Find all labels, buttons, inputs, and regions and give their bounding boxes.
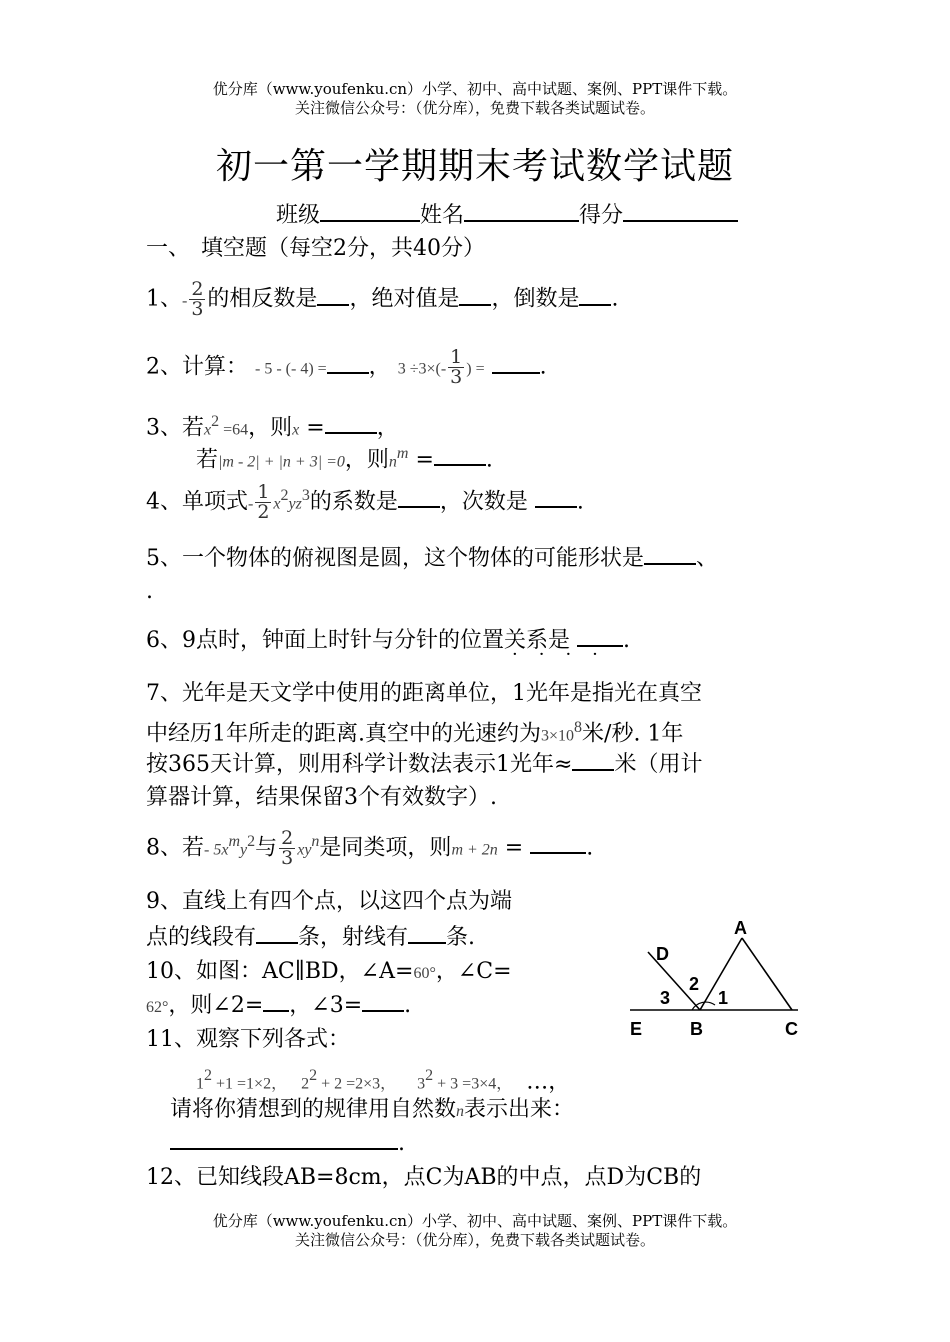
q1-blank-1[interactable] [317,284,349,306]
q4-exp-2: 2 [280,487,289,504]
question-7-line-1: 7、光年是天文学中使用的距离单位，1光年是指光在真空 [146,681,702,706]
q2-expression-2a: 3 ÷3×(- [397,360,447,378]
q4-blank-2[interactable] [535,486,577,508]
q10-text-d: ，∠3= [289,993,363,1018]
q1-end: . [611,286,619,312]
q11-formula-3: + 3 =3×4， [433,1075,513,1093]
q7-exponent: 8 [574,719,583,736]
score-label: 得分 [579,203,624,228]
question-9-line-2 [146,922,475,952]
question-7-line-4: 算器计算，结果保留3个有效数字）. [146,785,497,810]
q3-abs-expression: |m - 2| + |n + 3| =0 [218,453,345,471]
q11-end: . [398,1131,405,1156]
q5-comma: 、 [696,546,719,571]
question-5-end: . [146,579,153,604]
q5-blank-1[interactable] [644,543,696,565]
q8-fraction [279,826,295,869]
q9-text-a: 点的线段有 [146,925,257,950]
q7-blank[interactable] [572,749,614,771]
q11-formula-3-base: 3 [417,1075,426,1093]
question-2 [146,348,547,387]
q3-blank-1[interactable] [325,412,377,434]
question-3-line-2 [196,440,493,476]
q6-end: . [623,628,630,653]
q11-var-n: n [456,1103,465,1120]
q2-end: . [539,354,547,380]
question-8 [146,828,593,868]
q4-end: . [576,489,584,515]
q3-comma: ， [376,415,399,441]
q8-term-1: - 5x [204,841,229,859]
q11-formula-1: +1 =1×2， [212,1075,288,1093]
class-label: 班级 [276,203,321,228]
q10-blank-1[interactable] [263,990,289,1012]
q3-exponent: 2 [211,413,220,430]
q2-label: 2、计算： [146,354,248,380]
q7-text-c: 按365天计算，则用科学计数法表示1光年≈ [146,752,573,777]
q4-minus: - [248,495,254,513]
q3-var-n: n [388,453,397,471]
label-angle-2: 2 [689,974,700,994]
label-angle-3: 3 [660,988,671,1008]
q10-blank-2[interactable] [362,990,404,1012]
question-7-line-2 [146,714,683,750]
q4-text-b: ，次数是 [439,489,535,515]
q10-angle-a: 60° [413,965,436,982]
q6-text: 6、9点时，钟面上时针与分针的位置关系是 [146,628,577,653]
q11-formula-3-exp: 2 [425,1067,434,1084]
q11-formula-2: + 2 =2×3， [317,1075,397,1093]
q5-text: 5、一个物体的俯视图是圆，这个物体的可能形状是 [146,546,644,571]
q8-if: 8、若 [146,835,204,861]
q9-text-c: 条. [446,925,476,950]
geometry-figure [620,912,815,1047]
score-blank[interactable] [623,200,738,222]
footer-line-1: 优分库（www.youfenku.cn）小学、初中、高中试题、案例、PPT课件下载。 [212,1212,738,1230]
header-line-1: 优分库（www.youfenku.cn）小学、初中、高中试题、案例、PPT课件下载。 [212,80,738,98]
q3-if: 3、若 [146,415,204,441]
question-3-line-1 [146,408,399,444]
q2-comma: ， [368,354,391,380]
q4-blank-1[interactable] [398,486,440,508]
q1-fraction [189,280,205,319]
q11-formula-2-base: 2 [301,1075,310,1093]
q4-fraction [255,480,271,523]
question-11-prompt [170,1096,574,1126]
q2-expression-2b: ) = [466,360,485,378]
q8-equals: = [497,835,524,861]
question-11-formulas [196,1062,570,1098]
q10-end: . [404,993,412,1018]
q8-var-y: y [240,841,248,859]
q4-exp-3: 3 [301,487,310,504]
q7-text-d: 米（用计 [614,752,703,777]
q10-text-b: ，∠C= [435,959,512,984]
q10-angle-c: 62° [146,999,169,1016]
q2-blank-1[interactable] [327,352,369,374]
q11-text-a: 请将你猜想到的规律用自然数 [170,1097,457,1122]
class-blank[interactable] [320,200,420,222]
q4-denominator: 2 [257,500,270,523]
q4-label: 4、单项式 [146,489,248,515]
question-11-answer [170,1128,405,1158]
q11-formula-2-exp: 2 [309,1067,318,1084]
q3-if-2: 若 [196,447,219,473]
q6-emphasis-dots: ···· [512,644,619,665]
q1-blank-3[interactable] [579,284,611,306]
question-10-line-2 [146,990,411,1022]
q11-formula-1-base: 1 [196,1075,204,1093]
q1-text-c: ，倒数是 [491,286,580,312]
q4-text-a: 的系数是 [309,489,398,515]
q8-exp-m: m [228,833,240,850]
q2-numerator: 1 [450,346,463,368]
q11-text-b: 表示出来： [464,1097,575,1122]
header-line-2: 关注微信公众号：（优分库），免费下载各类试题试卷。 [294,99,655,117]
q8-exp-n: n [311,833,320,850]
question-12: 12、已知线段AB=8cm，点C为AB的中点，点D为CB的 [146,1165,702,1190]
footer-line-2: 关注微信公众号：（优分库），免费下载各类试题试卷。 [294,1231,655,1249]
q2-blank-2[interactable] [492,352,540,374]
q4-numerator: 1 [257,480,270,503]
q10-text-c: ，则∠2= [168,993,264,1018]
student-info [276,200,738,230]
q8-end: . [586,835,594,861]
q3-then: ，则 [248,415,293,441]
q9-blank-2[interactable] [408,922,446,944]
q7-scientific: 3×10 [541,727,575,745]
q1-text-a: 的相反数是 [207,286,318,312]
q1-denominator: 3 [191,298,204,320]
name-blank[interactable] [464,200,579,222]
q1-blank-2[interactable] [459,284,491,306]
question-9-line-1: 9、直线上有四个点，以这四个点为端 [146,889,512,914]
q2-expression-1: - 5 - (- 4) = [255,360,327,378]
label-c: C [785,1019,798,1039]
segment-ac [742,938,792,1010]
q11-ellipsis: …， [526,1069,571,1095]
label-d: D [656,944,669,964]
question-7-line-3 [146,749,702,779]
q3-exponent-m: m [396,445,409,462]
q4-var-x: x [273,495,281,513]
page-title: 初一第一学期期末考试数学试题 [215,146,734,187]
label-angle-1: 1 [718,988,729,1008]
q4-var-yz: yz [288,495,302,513]
q3-var-x-2: x [292,421,300,439]
q11-formula-1-exp: 2 [204,1067,212,1084]
question-1 [146,280,618,319]
q3-then-2: ，则 [344,447,389,473]
q3-equals-2: = [408,447,434,473]
q2-fraction [448,348,464,387]
question-4 [146,482,584,522]
q7-text-a: 中经历1年所走的距离.真空中的光速约为 [146,721,541,747]
q2-denominator: 3 [450,366,463,388]
q8-exp-2: 2 [247,833,256,850]
q10-text-a: 10、如图：AC∥BD，∠A= [146,959,414,984]
q1-text-b: ，绝对值是 [349,286,460,312]
q3-var-x: x [204,421,212,439]
q8-and: 与 [255,835,278,861]
q8-term-2: xy [297,841,312,859]
label-b: B [690,1019,703,1039]
label-e: E [630,1019,643,1039]
question-11: 11、观察下列各式： [146,1027,350,1052]
question-10-line-1 [146,958,512,988]
q9-blank-1[interactable] [256,922,298,944]
q3-end: . [485,447,493,473]
name-label: 姓名 [420,203,465,228]
q3-equals: = [299,415,325,441]
q11-blank[interactable] [170,1128,398,1150]
q8-expression: m + 2n [451,841,498,859]
q3-blank-2[interactable] [434,444,486,466]
q1-numerator: 2 [191,278,204,300]
q1-number: 1、 [146,286,182,312]
q8-numerator: 2 [281,826,294,849]
q8-blank[interactable] [530,832,586,854]
section-1-heading: 一、 填空题（每空2分，共40分） [146,236,485,261]
label-a: A [734,918,747,938]
q7-text-b: 米/秒. 1年 [582,721,684,747]
q3-equals-64: =64 [219,421,249,439]
q9-text-b: 条，射线有 [298,925,409,950]
q1-minus: - [182,292,188,310]
q8-denominator: 3 [281,846,294,869]
question-5 [146,543,718,573]
q8-text: 是同类项，则 [319,835,452,861]
